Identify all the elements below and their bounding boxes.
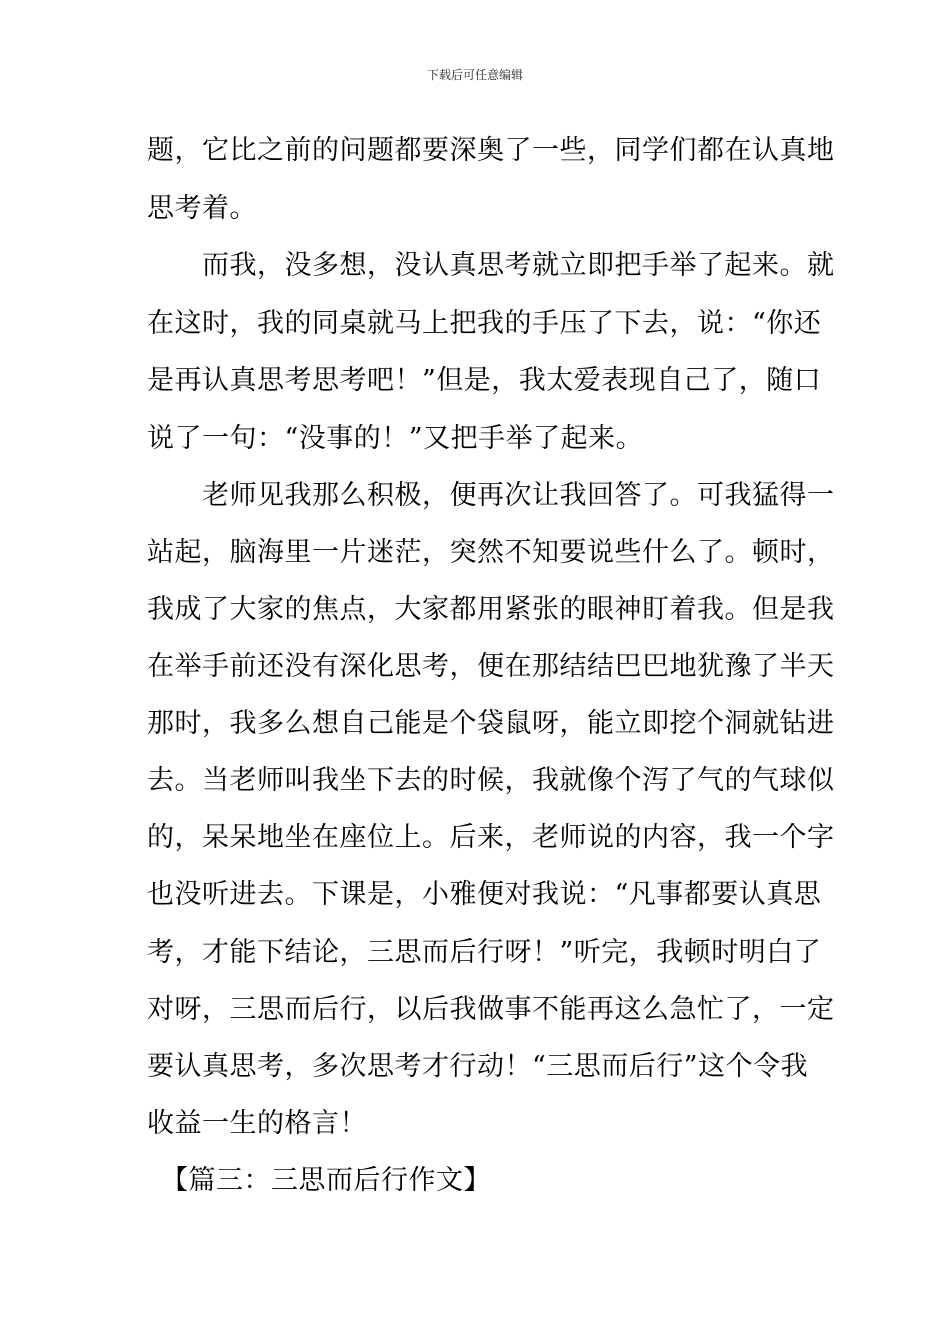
- text-line: 去。当老师叫我坐下去的时候，我就像个泻了气的气球似: [147, 765, 835, 796]
- text-line: 我成了大家的焦点，大家都用紧张的眼神盯着我。但是我: [147, 594, 835, 625]
- text-line: 考，才能下结论，三思而后行呀！”听完，我顿时明白了: [147, 937, 822, 968]
- text-line: 要认真思考，多次思考才行动！“三思而后行”这个令我: [147, 1051, 809, 1082]
- text-line: 题，它比之前的问题都要深奥了一些，同学们都在认真地: [147, 135, 835, 166]
- text-line: 说了一句：“没事的！”又把手举了起来。: [147, 423, 644, 454]
- text-line: 是再认真思考思考吧！”但是，我太爱表现自己了，随口: [147, 365, 822, 396]
- text-line: 那时，我多么想自己能是个袋鼠呀，能立即挖个洞就钻进: [147, 708, 835, 739]
- text-line: 而我，没多想，没认真思考就立即把手举了起来。就: [147, 250, 835, 281]
- section-heading: 【篇三：三思而后行作文】: [147, 1165, 491, 1196]
- page-header: 下载后可任意编辑: [426, 68, 523, 82]
- text-line: 在举手前还没有深化思考，便在那结结巴巴地犹豫了半天: [147, 651, 835, 682]
- text-line: 对呀，三思而后行，以后我做事不能再这么急忙了，一定: [147, 994, 835, 1025]
- text-line: 收益一生的格言！: [147, 1108, 367, 1139]
- text-line: 思考着。: [147, 193, 257, 224]
- text-line: 在这时，我的同桌就马上把我的手压了下去，说：“你还: [147, 308, 822, 339]
- text-line: 老师见我那么积极，便再次让我回答了。可我猛得一: [147, 480, 835, 511]
- text-line: 的，呆呆地坐在座位上。后来，老师说的内容，我一个字: [147, 822, 835, 853]
- text-line: 站起，脑海里一片迷茫，突然不知要说些什么了。顿时，: [147, 537, 835, 568]
- text-line: 也没听进去。下课是，小雅便对我说：“凡事都要认真思: [147, 879, 822, 910]
